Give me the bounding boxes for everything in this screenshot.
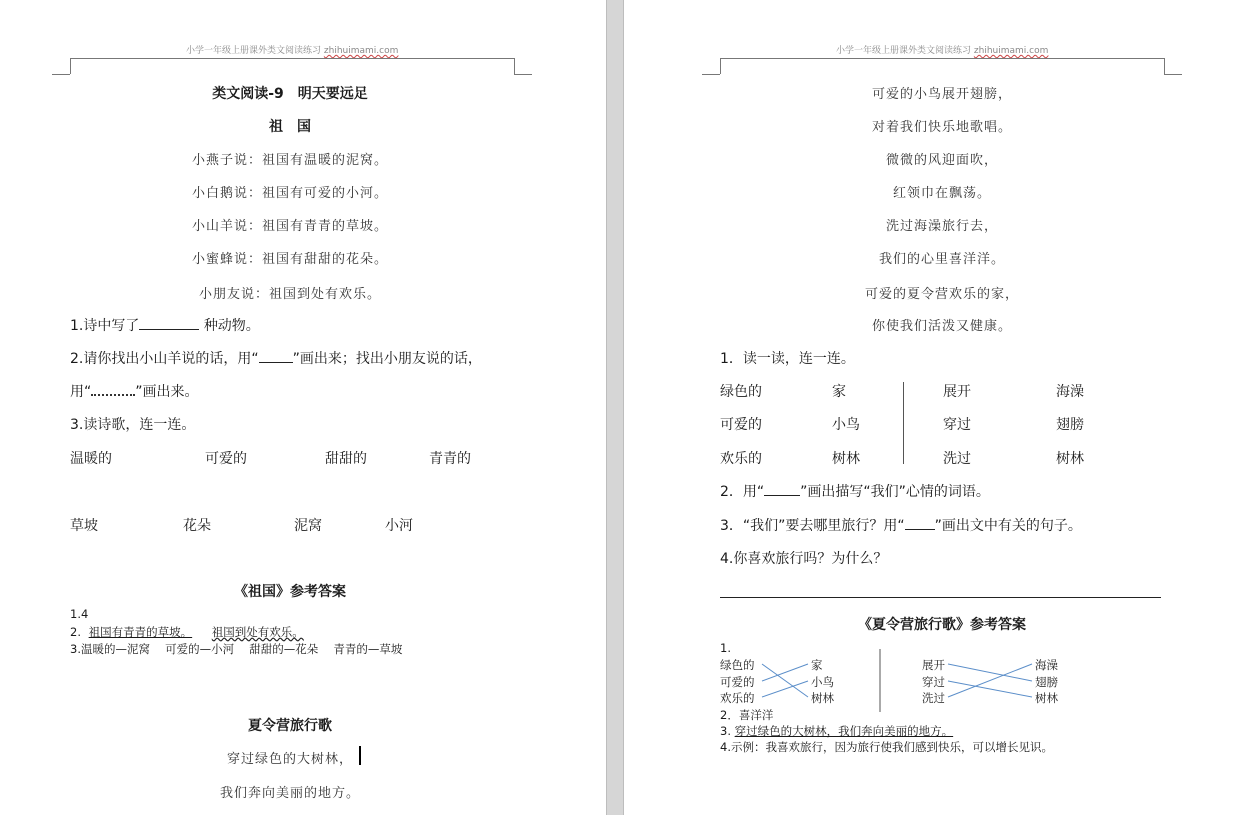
- poem-line: 小山羊说：祖国有青青的草坡。: [191, 219, 388, 234]
- match-bottom-item: 小河: [385, 518, 413, 534]
- poem-line: 我们的心里喜洋洋。: [878, 252, 1005, 267]
- match-item: 小鸟: [832, 417, 860, 433]
- question-3-suffix: ”画出文中有关的句子。: [934, 518, 1082, 534]
- answer-3-prefix: 3.: [720, 724, 731, 738]
- header-site: zhihuimami.com: [323, 46, 399, 56]
- match-item: 穿过: [943, 417, 971, 433]
- underline-sample: [259, 350, 293, 363]
- question-2-text-c: 用“: [70, 384, 92, 400]
- answer-match-item: 洗过: [922, 691, 945, 705]
- question-2: [70, 348, 482, 368]
- question-1: [70, 315, 260, 335]
- answer-match-item: 绿色的: [720, 658, 755, 672]
- question-2-text-b: ”画出来；找出小朋友说的话，: [292, 351, 482, 367]
- corner-mark: [70, 58, 71, 74]
- answer-title: 《祖国》参考答案: [234, 584, 346, 600]
- match-item: 翅膀: [1056, 417, 1084, 433]
- answer-title: 《夏令营旅行歌》参考答案: [858, 617, 1026, 633]
- corner-mark: [52, 74, 70, 75]
- question-1: 1．读一读，连一连。: [720, 351, 855, 367]
- poem-line: 小朋友说：祖国到处有欢乐。: [198, 287, 381, 302]
- question-3: 3.读诗歌，连一连。: [70, 417, 196, 433]
- answer-match-item: 小鸟: [811, 675, 834, 689]
- document-page-right: [624, 0, 1245, 815]
- header-text: 小学一年级上册课外类文阅读练习: [836, 46, 972, 56]
- question-4: 4.你喜欢旅行吗？为什么？: [720, 551, 888, 567]
- match-item: 欢乐的: [720, 451, 762, 467]
- answer-2-prefix: 2.: [70, 625, 81, 639]
- poem-line: 对着我们快乐地歌唱。: [871, 120, 1012, 135]
- match-item: 展开: [943, 384, 971, 400]
- match-bottom-item: 花朵: [183, 518, 211, 534]
- poem-title: 祖 国: [269, 119, 311, 135]
- poem-line: 小白鹅说：祖国有可爱的小河。: [191, 186, 388, 201]
- answer-2-underlined: 祖国有青青的草坡。: [88, 625, 193, 639]
- match-item: 绿色的: [720, 384, 762, 400]
- corner-mark: [514, 58, 515, 74]
- match-item: 树林: [1056, 451, 1084, 467]
- answer-match-item: 海澡: [1035, 658, 1058, 672]
- match-top-item: 可爱的: [205, 451, 247, 467]
- match-top-item: 甜甜的: [325, 451, 367, 467]
- answer-blank[interactable]: [139, 317, 199, 330]
- corner-mark: [514, 74, 532, 75]
- poem-line: 小蜜蜂说：祖国有甜甜的花朵。: [191, 252, 388, 267]
- poem-line: 可爱的夏令营欢乐的家，: [864, 287, 1019, 302]
- answer-2: 2．喜洋洋: [720, 708, 774, 722]
- header-rule: [70, 58, 514, 59]
- answer-match-item: 欢乐的: [720, 691, 755, 705]
- answer-match-item: 树林: [1035, 691, 1058, 705]
- wavy-underline-sample: [91, 382, 135, 396]
- question-1-suffix: 种动物。: [203, 318, 260, 334]
- answer-2: [70, 624, 304, 640]
- poem-line: 我们奔向美丽的地方。: [219, 786, 360, 801]
- answer-match-item: 穿过: [922, 675, 945, 689]
- page-header: [186, 43, 398, 56]
- poem-line: 洗过海澡旅行去，: [885, 219, 998, 234]
- match-item: 海澡: [1056, 384, 1084, 400]
- answer-3: [720, 723, 953, 739]
- poem-line: 可爱的小鸟展开翅膀，: [871, 87, 1012, 102]
- answer-match-item: 展开: [922, 658, 945, 672]
- next-poem-title: 夏令营旅行歌: [248, 718, 332, 734]
- answer-1: 1.4: [70, 607, 89, 621]
- match-bottom-item: 泥窝: [294, 518, 322, 534]
- answer-2-wavy: 祖国到处有欢乐。: [211, 625, 304, 639]
- question-2-text: 2．用“: [720, 484, 765, 500]
- lesson-title: 类文阅读-9 明天要远足: [212, 86, 368, 102]
- text-cursor: [359, 746, 361, 765]
- poem-line: 微微的风迎面吹，: [885, 153, 998, 168]
- poem-line: 小燕子说：祖国有温暖的泥窝。: [191, 153, 388, 168]
- answer-3-underlined: 穿过绿色的大树林，我们奔向美丽的地方。: [734, 724, 954, 738]
- header-site: zhihuimami.com: [973, 46, 1049, 56]
- match-top-item: 青青的: [429, 451, 471, 467]
- question-3-text: 3．“我们”要去哪里旅行？用“: [720, 518, 905, 534]
- question-2-cont: [70, 381, 199, 401]
- question-1-text: 1.诗中写了: [70, 318, 140, 334]
- answer-match-item: 家: [811, 658, 823, 672]
- answer-match-item: 翅膀: [1035, 675, 1058, 689]
- page-gutter: [606, 0, 624, 815]
- match-item: 可爱的: [720, 417, 762, 433]
- question-2-text: 2.请你找出小山羊说的话，用“: [70, 351, 259, 367]
- poem-line: 你使我们活泼又健康。: [871, 319, 1012, 334]
- match-item: 树林: [832, 451, 860, 467]
- match-item: 洗过: [943, 451, 971, 467]
- question-2-text-d: ”画出来。: [135, 384, 199, 400]
- match-bottom-item: 草坡: [70, 518, 98, 534]
- header-text: 小学一年级上册课外类文阅读练习: [186, 46, 322, 56]
- answer-match-item: 可爱的: [720, 675, 755, 689]
- poem-line: 红领巾在飘荡。: [892, 186, 991, 201]
- match-top-item: 温暖的: [70, 451, 112, 467]
- poem-line: 穿过绿色的大树林，: [226, 752, 353, 767]
- question-2-suffix: ”画出描写“我们”心情的词语。: [800, 484, 990, 500]
- answer-3: 3.温暖的—泥窝 可爱的—小河 甜甜的—花朵 青青的—草坡: [70, 642, 403, 656]
- document-page-left: [0, 0, 606, 815]
- answer-1: 1.: [720, 641, 731, 655]
- answer-match-item: 树林: [811, 691, 834, 705]
- match-item: 家: [832, 384, 846, 400]
- answer-4: 4.示例：我喜欢旅行，因为旅行使我们感到快乐，可以增长见识。: [720, 740, 1053, 754]
